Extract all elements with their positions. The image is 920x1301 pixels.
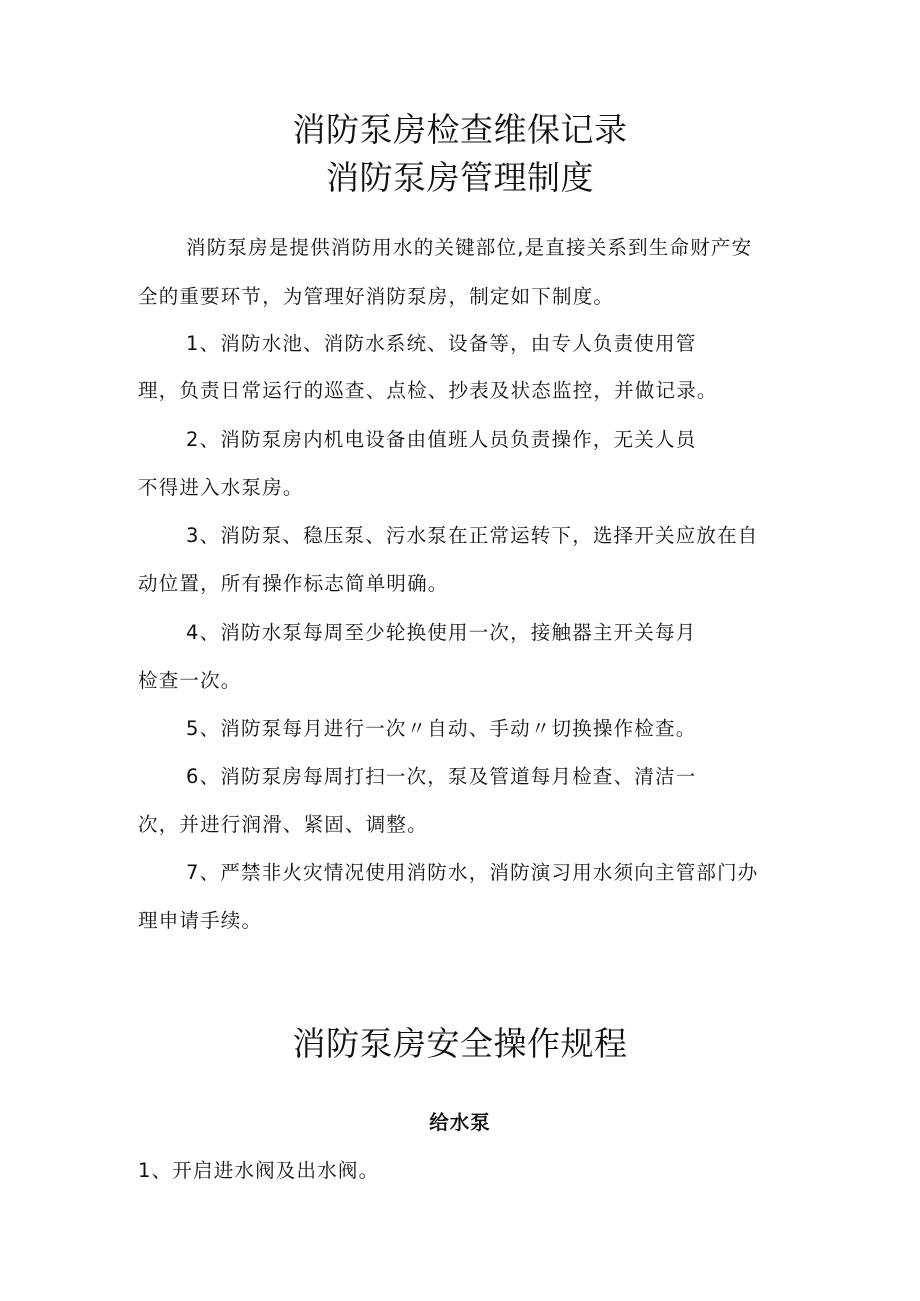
rule-2-line-2: 不得进入水泵房。 — [138, 476, 304, 499]
procedure-step-1: 1、开启进水阀及出水阀。 — [138, 1159, 380, 1182]
rule-4-line-1: 4、消防水泵每周至少轮换使用一次，接触器主开关每月 — [186, 621, 697, 644]
section-title-operating-procedure: 消防泵房安全操作规程 — [292, 1024, 628, 1063]
rule-1-line-1: 1、消防水池、消防水系统、设备等，由专人负责使用管 — [186, 332, 697, 355]
rule-3-line-1: 3、消防泵、稳压泵、污水泵在正常运转下，选择开关应放在自 — [186, 524, 759, 547]
intro-line-1: 消防泵房是提供消防用水的关键部位,是直接关系到生命财产安 — [186, 236, 753, 259]
rule-7-line-1: 7、严禁非火灾情况使用消防水，消防演习用水须向主管部门办 — [186, 861, 759, 884]
section-title-management-system: 消防泵房管理制度 — [326, 158, 594, 197]
rule-7-line-2: 理申请手续。 — [138, 909, 263, 932]
rule-4-line-2: 检查一次。 — [138, 669, 242, 692]
rule-1-line-2: 理，负责日常运行的巡查、点检、抄表及状态监控，并做记录。 — [138, 379, 718, 402]
intro-line-2: 全的重要环节，为管理好消防泵房，制定如下制度。 — [138, 285, 615, 308]
rule-6-line-2: 次，并进行润滑、紧固、调整。 — [138, 813, 428, 836]
rule-3-line-2: 动位置，所有操作标志简单明确。 — [138, 572, 449, 595]
rule-6-line-1: 6、消防泵房每周打扫一次，泵及管道每月检查、清洁一 — [186, 765, 697, 788]
rule-5-line-1: 5、消防泵每月进行一次〃自动、手动〃切换操作检查。 — [186, 717, 697, 740]
rule-2-line-1: 2、消防泵房内机电设备由值班人员负责操作，无关人员 — [186, 428, 697, 451]
subsection-heading-water-pump: 给水泵 — [429, 1111, 491, 1134]
document-title: 消防泵房检查维保记录 — [292, 110, 628, 149]
